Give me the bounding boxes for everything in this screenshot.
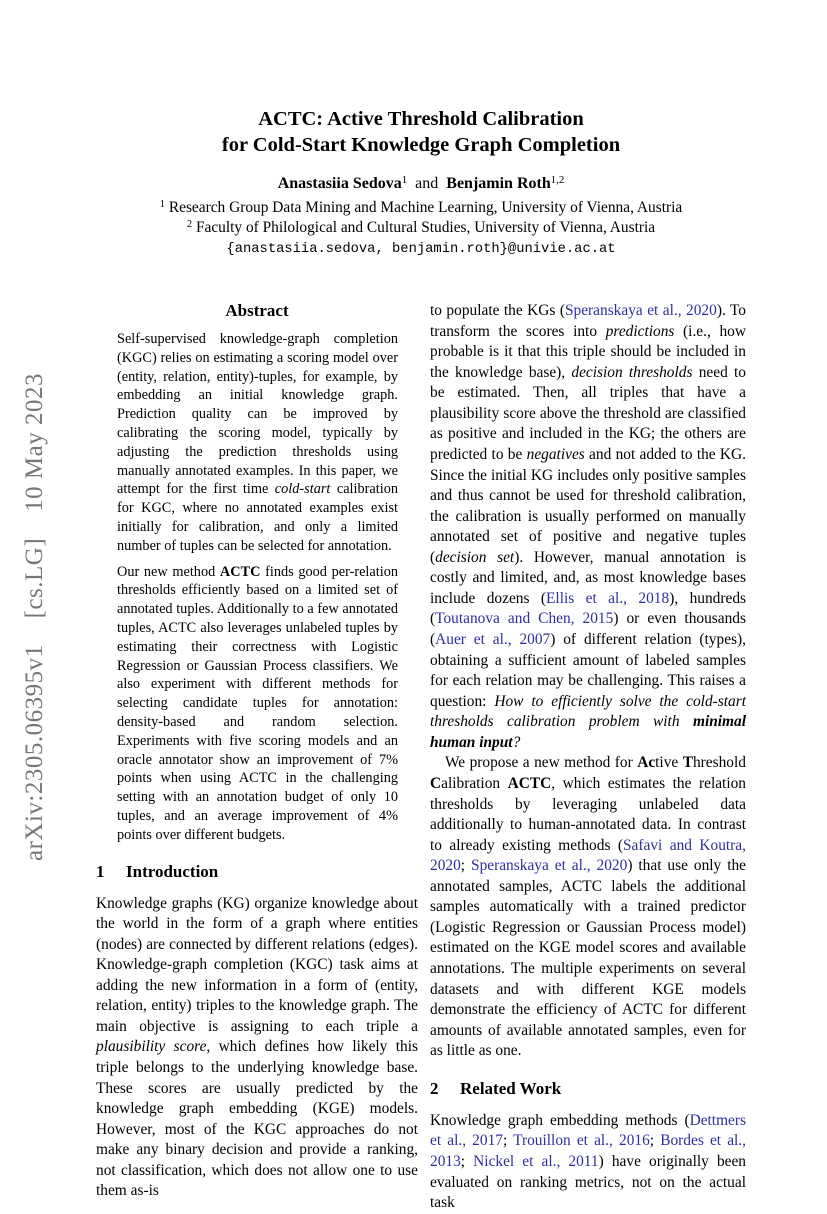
proposal-paragraph (430, 753, 746, 1061)
text-run: hreshold (692, 754, 746, 772)
paper-title-line-1: ACTC: Active Threshold Calibration (258, 108, 584, 130)
authors-line (96, 175, 746, 193)
text-run: Self-supervised knowledge-graph completion (KGC) relies on estimating a scoring model over (entity, relation, entity)-tuples, for example, by embedding an initial knowledge graph. Prediction quality can be improved by calibrating the scoring model, typically by adjusting the prediction thresholds using manually annotated examples. In this paper, we attempt for the first time (117, 331, 398, 498)
text-run: ACTC (507, 774, 552, 792)
text-run: , which estimates the relation thresholds by leveraging unlabeled data additionally to human-annotated data. In contrast to already existing methods ( (430, 774, 746, 854)
text-run: ) have originally been evaluated on ranking metrics, not on the actual task (430, 1152, 747, 1212)
text-run: ). To transform the scores into (430, 302, 746, 340)
affiliation-line-2 (96, 218, 746, 238)
text-run: cold-start (274, 481, 331, 498)
text-run: ) or even thousands ( (430, 610, 746, 648)
text-run: ACTC (219, 563, 261, 580)
introduction-continuation-paragraph (430, 301, 746, 753)
section-1-number: 1 (96, 861, 105, 881)
section-2-title: Related Work (460, 1078, 562, 1098)
text-run: We propose a new method for (445, 754, 638, 772)
abstract-paragraph-2 (117, 563, 398, 845)
superscript-text: 2 (186, 219, 193, 231)
text-run: decision set (435, 548, 515, 566)
superscript-text: 1 (401, 174, 408, 187)
text-run: ; (649, 1132, 661, 1150)
paper-content (96, 106, 746, 1214)
text-run: Knowledge graph embedding methods ( (430, 1111, 690, 1129)
section-2-heading (430, 1079, 746, 1099)
section-1-heading (96, 862, 418, 882)
text-run: ; (460, 1152, 474, 1170)
citation-link[interactable]: Dettmers et al., 2017 (430, 1111, 746, 1150)
text-run: ), hundreds ( (430, 589, 747, 628)
abstract-paragraph-1 (117, 330, 398, 556)
text-run: decision thresholds (571, 363, 693, 381)
two-column-body (96, 301, 746, 1214)
related-work-paragraph-1 (430, 1111, 746, 1214)
text-run: Faculty of Philological and Cultural Studies, University of Vienna, Austria (192, 219, 656, 236)
citation-link[interactable]: Nickel et al., 2011 (473, 1152, 599, 1170)
text-run: and (407, 175, 447, 192)
section-2-number: 2 (430, 1078, 439, 1098)
arxiv-watermark: arXiv:2305.06395v1 [cs.LG] 10 May 2023 (21, 373, 48, 861)
superscript-text: 1 (159, 199, 165, 211)
section-1-title: Introduction (126, 861, 219, 881)
text-run: ; (460, 857, 472, 875)
citation-link[interactable]: Speranskaya et al., 2020 (471, 857, 628, 875)
text-run: to populate the KGs ( (430, 302, 565, 319)
text-run: How to efficiently solve the cold-start thresholds calibration problem with (430, 692, 746, 731)
paper-title-line-2: for Cold-Start Knowledge Graph Completion (221, 134, 621, 156)
email-line: {anastasiia.sedova, benjamin.roth}@univie.ac.at (226, 242, 616, 257)
text-run: Benjamin Roth (446, 175, 551, 192)
citation-link[interactable]: Speranskaya et al., 2020 (564, 302, 717, 319)
paper-header (96, 106, 746, 257)
affiliation-line-1 (96, 198, 746, 218)
left-column (96, 301, 418, 1214)
text-run: ) of different relation (types), obtaining a sufficient amount of labeled samples for each relation may be challenging. This raises a question: (430, 631, 746, 710)
text-run: ). However, manual annotation is costly and limited, and, as most knowledge bases include dozens ( (430, 548, 746, 607)
citation-link[interactable]: Trouillon et al., 2016 (513, 1132, 650, 1150)
citation-link[interactable]: Auer et al., 2007 (435, 631, 551, 648)
citation-link[interactable]: Bordes et al., 2013 (430, 1132, 746, 1170)
introduction-paragraph-1 (96, 894, 418, 1202)
text-run: finds good per-relation thresholds efficiently based on a limited set of annotated tuples. Additionally to a few annotated tuples, ACTC also leverages unlabeled tuples by estimating their correctness with Logistic Regression or Gaussian Process classifiers. We also experiment with different methods for selecting candidate tuples for annotation: density-based and random selection. Experiments with five scoring models and an oracle annotator show an improvement of 7% points when using ACTC in the challenging setting with an annotation budget of only 10 tuples, and an average improvement of 4% points over different budgets. (117, 563, 398, 843)
text-run: C (430, 774, 442, 792)
text-run: ; (502, 1132, 514, 1150)
text-run: ) that use only the annotated samples, ACTC labels the additional samples automatically with a trained predictor (Logistic Regression or Gaussian Process model) estimated on the KGE model scores and available annotations. The multiple experiments on several datasets and with different KGE models demonstrate the efficiency of ACTC for different amounts of available annotated samples, even for as little as one. (430, 857, 747, 1060)
text-run: , which defines how likely this triple belongs to the underlying knowledge base. These scores are usually predicted by the knowledge graph embedding (KGE) models. However, most of the KGC approaches do not make any binary decision and provide a ranking, not classification, which does not allow one to use them as-is (96, 1038, 418, 1200)
text-run: minimal human input (430, 713, 746, 751)
text-run: Knowledge graphs (KG) organize knowledge about the world in the form of a graph where entities (nodes) are connected by different relations (edges). Knowledge-graph completion (KGC) task aims at adding the new information in a form of (entity, relation, entity) triples to the knowledge graph. The main objective is assigning to each triple a (96, 894, 418, 1035)
text-run: T (682, 754, 693, 772)
text-run: need to be estimated. Then, all triples that have a plausibility score above the threshold are classified as positive and included in the KG; the others are predicted to be (430, 363, 746, 463)
citation-link[interactable]: Toutanova and Chen, 2015 (435, 610, 614, 628)
text-run: Ac (637, 754, 656, 772)
paper-title (96, 106, 746, 158)
text-run: and not added to the KG. Since the initial KG includes only positive samples and thus cannot be used for threshold calibration, the calibration is usually performed on manually annotated set of positive and negative tuples ( (430, 445, 746, 566)
text-run: predictions (605, 322, 675, 340)
citation-link[interactable]: Safavi and Koutra, 2020 (430, 836, 746, 875)
superscript-text: 1,2 (550, 174, 565, 187)
text-run: (i.e., how probable is it that this triple should be included in the knowledge base), (430, 322, 746, 381)
right-column (430, 301, 746, 1214)
text-run: ? (512, 733, 521, 751)
text-run: tive (655, 754, 683, 772)
text-run: calibration for KGC, where no annotated examples exist initially for calibration, and only a limited number of tuples can be selected for annotation. (117, 481, 398, 554)
citation-link[interactable]: Ellis et al., 2018 (546, 589, 670, 607)
text-run: Our new method (117, 563, 220, 580)
text-run: Anastasiia Sedova (277, 175, 402, 192)
text-run: negatives (526, 445, 585, 463)
text-run: plausibility score (96, 1038, 207, 1056)
text-run: alibration (441, 774, 508, 792)
abstract-heading: Abstract (225, 301, 289, 320)
text-run: Research Group Data Mining and Machine Learning, University of Vienna, Austria (165, 199, 683, 216)
